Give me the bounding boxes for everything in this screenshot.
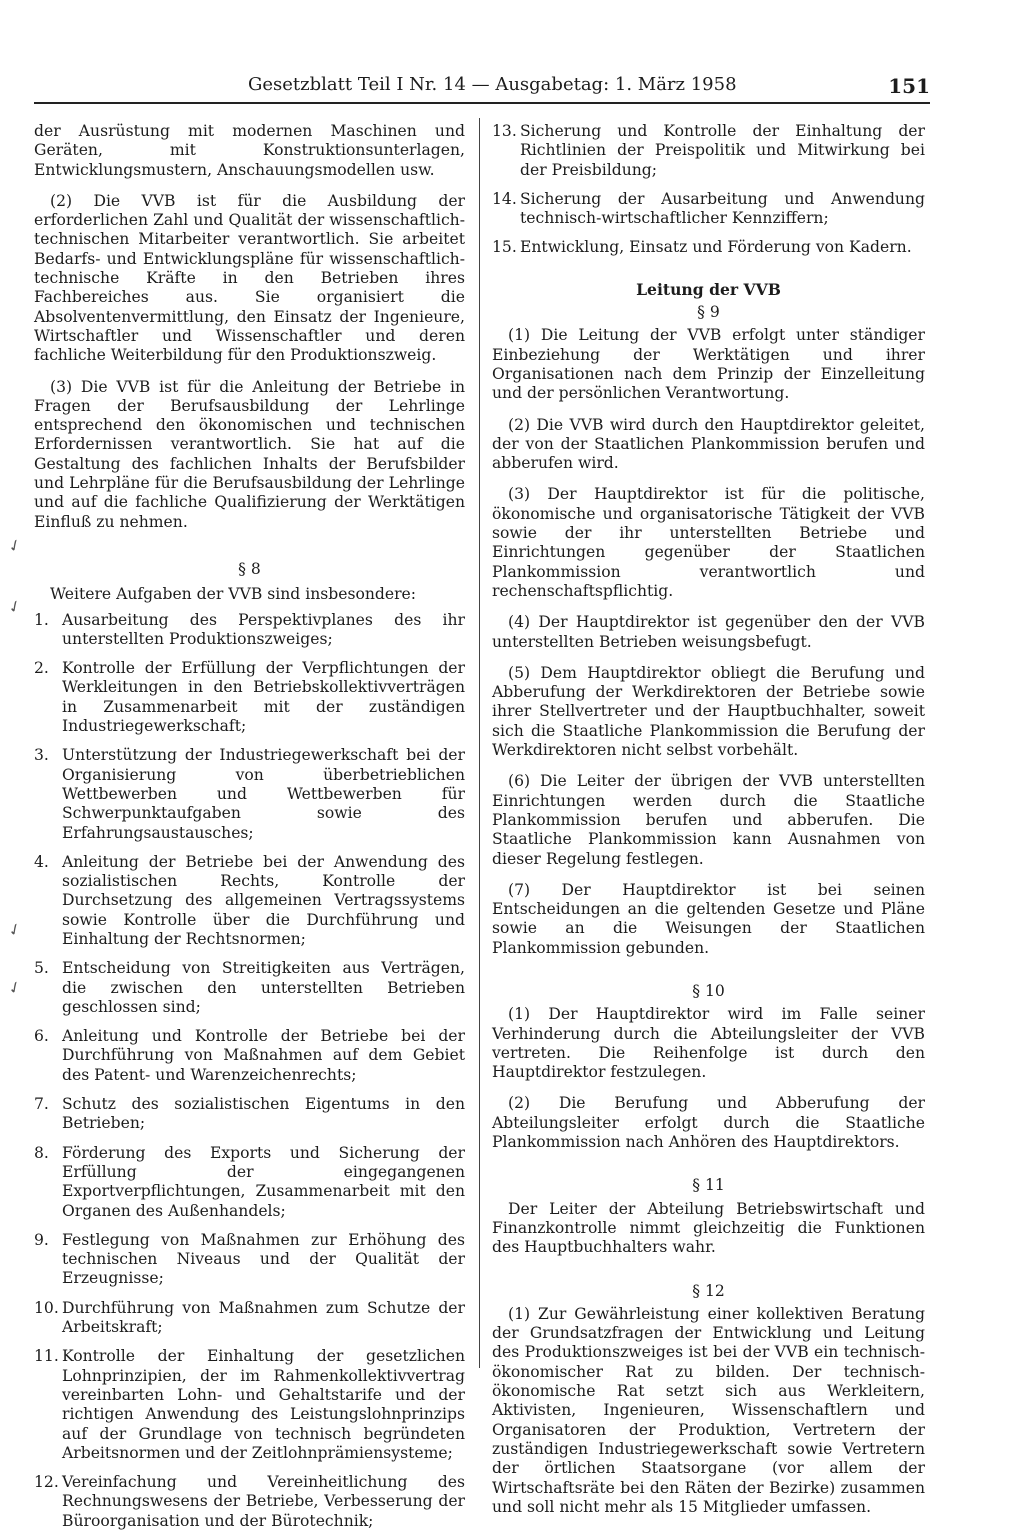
list-item <box>34 611 465 650</box>
running-title: Gesetzblatt Teil I Nr. 14 — Ausgabetag: 1. März 1958 <box>248 74 737 95</box>
section-heading: § 8 <box>238 559 261 578</box>
item-text: Förderung des Exports und Sicherung der Erfüllung der eingegangenen Exportverpflichtungen, Zusammenarbeit mit den Organen des Außenhandels; <box>62 1143 465 1220</box>
item-number: 6. <box>34 1027 49 1046</box>
pencil-mark: ✓ <box>4 918 25 941</box>
paragraph: der Ausrüstung mit modernen Maschinen und Geräten, mit Konstruktionsunterlagen, Entwicklungsmustern, Anschauungsmodellen usw. <box>34 122 465 179</box>
header-rule <box>34 102 930 104</box>
paragraph: (2) Die VVB wird durch den Hauptdirektor geleitet, der von der Staatlichen Plankommission berufen und abberufen wird. <box>492 415 925 473</box>
pencil-mark: ✓ <box>4 595 25 618</box>
item-text: Vereinfachung und Vereinheitlichung des Rechnungswesens der Betriebe, Verbesserung der Büroorganisation und der Bürotechnik; <box>62 1473 465 1530</box>
item-number: 5. <box>34 959 49 978</box>
item-text: Sicherung und Kontrolle der Einhaltung der Richtlinien der Preispolitik und Mitwirkung bei der Preisbildung; <box>520 122 925 179</box>
item-text: Anleitung und Kontrolle der Betriebe bei der Durchführung von Maßnahmen auf dem Gebiet des Patent- und Warenzeichenrechts; <box>62 1027 465 1084</box>
list-item <box>492 122 925 180</box>
list-item <box>34 959 465 1017</box>
item-number: 2. <box>34 659 49 678</box>
leitung-heading: Leitung der VVB <box>636 279 781 299</box>
right-column <box>492 122 925 1517</box>
paragraph: (2) Die Berufung und Abberufung der Abteilungsleiter erfolgt durch die Staatliche Plankommission nach Anhören des Hauptdirektors. <box>492 1094 925 1152</box>
pencil-mark: ✓ <box>4 534 25 557</box>
item-number: 4. <box>34 852 49 871</box>
item-number: 1. <box>34 610 49 629</box>
section-heading: § 10 <box>692 981 725 1000</box>
list-item <box>34 1027 465 1085</box>
list-item <box>34 1231 465 1289</box>
paragraph: (2) Die VVB ist für die Ausbildung der erforderlichen Zahl und Qualität der wissenschaftlich-technischen Mitarbeiter verantwortlich. Sie arbeitet Bedarfs- und Entwicklungspläne für wissenschaftlich-technische Kräfte in den Betrieben ihres Fachbereiches aus. Sie organisiert die Absolventenvermittlung, den Einsatz der Ingenieure, Wirtschaftler und Wissenschaftler und deren fachliche Weiterbildung für den Produktionszweig. <box>34 191 465 365</box>
section-heading: § 12 <box>692 1281 725 1300</box>
paragraph: (1) Zur Gewährleistung einer kollektiven Beratung der Grundsatzfragen der Entwicklung und Leitung des Produktionszweiges ist bei der VVB ein technisch-ökonomischer Rat zu bilden. Der technisch-ökonomische Rat setzt sich aus Werkleitern, Aktivisten, Ingenieuren, Wissenschaftlern und Organisatoren der Produktion, Vertretern der zuständigen Industriegewerkschaft sowie Vertretern der örtlichen Staatsorgane (vor allem der Wirtschaftsräte bei den Räten der Bezirke) zusammen und soll nicht mehr als 15 Mitglieder umfassen. <box>492 1304 925 1516</box>
item-text: Festlegung von Maßnahmen zur Erhöhung des technischen Niveaus und der Qualität der Erzeugnisse; <box>62 1230 465 1288</box>
paragraph: (7) Der Hauptdirektor ist bei seinen Entscheidungen an die geltenden Gesetze und Pläne sowie an die Weisungen der Staatlichen Plankommission gebunden. <box>492 880 925 957</box>
item-text: Sicherung der Ausarbeitung und Anwendung technisch-wirtschaftlicher Kennziffern; <box>520 189 925 228</box>
paragraph: Der Leiter der Abteilung Betriebswirtschaft und Finanzkontrolle nimmt gleichzeitig die Funktionen des Hauptbuchhalters wahr. <box>492 1199 925 1257</box>
item-text: Kontrolle der Erfüllung der Verpflichtungen der Werkleitungen in den Betriebskollektivverträgen in Zusammenarbeit mit der zuständigen Industriegewerkschaft; <box>62 659 465 736</box>
pencil-mark: ✓ <box>4 976 25 999</box>
list-item <box>34 1095 465 1134</box>
left-column <box>34 122 465 1531</box>
page-number: 151 <box>888 74 930 98</box>
list-item <box>492 238 925 257</box>
paragraph: (3) Der Hauptdirektor ist für die politische, ökonomische und organisatorische Tätigkeit der VVB sowie der ihr unterstellten Betriebe und Einrichtungen gegenüber der Staatlichen Plankommission verantwortlich und rechenschaftspflichtig. <box>492 485 925 600</box>
item-number: 14. <box>492 189 517 208</box>
item-text: Unterstützung der Industriegewerkschaft bei der Organisierung von überbetrieblichen Wettbewerben und Wettbewerben für Schwerpunktaufgaben sowie des Erfahrungsaustausches; <box>62 746 465 842</box>
paragraph: (3) Die VVB ist für die Anleitung der Betriebe in Fragen der Berufsausbildung der Lehrlinge entsprechend den ökonomischen und technischen Erfordernissen verantwortlich. Sie hat auf die Gestaltung des fachlichen Inhalts der Berufsbilder und Lehrpläne für die Berufsausbildung der Lehrlinge und auf die fachliche Qualifizierung der Werktätigen Einfluß zu nehmen. <box>34 377 465 531</box>
section-heading: § 11 <box>692 1176 725 1195</box>
item-number: 7. <box>34 1095 49 1114</box>
paragraph: (1) Der Hauptdirektor wird im Falle seiner Verhinderung durch die Abteilungsleiter der VVB vertreten. Die Reihenfolge ist durch den Hauptdirektor festzulegen. <box>492 1005 925 1082</box>
item-number: 13. <box>492 122 517 140</box>
list-item <box>34 1473 465 1531</box>
item-text: Entwicklung, Einsatz und Förderung von Kadern. <box>520 238 912 257</box>
list-item <box>34 1144 465 1221</box>
item-text: Durchführung von Maßnahmen zum Schutze der Arbeitskraft; <box>62 1298 465 1337</box>
section-heading: § 9 <box>697 303 720 322</box>
paragraph: (5) Dem Hauptdirektor obliegt die Berufung und Abberufung der Werkdirektoren der Betriebe sowie ihrer Stellvertreter und der Hauptbuchhalter, soweit sich die Staatliche Plankommission die Berufung der Werkdirektoren nicht selbst vorbehält. <box>492 663 925 760</box>
page-header <box>200 74 930 100</box>
item-number: 12. <box>34 1473 59 1492</box>
list-item <box>492 190 925 229</box>
list-item <box>34 1299 465 1338</box>
section-intro: Weitere Aufgaben der VVB sind insbesondere: <box>50 585 417 604</box>
item-text: Anleitung der Betriebe bei der Anwendung des sozialistischen Rechts, Kontrolle der Durchsetzung des allgemeinen Vertragssystems sowie Kontrolle über die Durchführung und Einhaltung der Rechtsnormen; <box>62 852 465 948</box>
item-number: 15. <box>492 238 517 257</box>
item-number: 10. <box>34 1298 59 1317</box>
list-item <box>34 659 465 736</box>
item-text: Schutz des sozialistischen Eigentums in den Betrieben; <box>62 1095 465 1133</box>
item-number: 11. <box>34 1347 59 1366</box>
paragraph: (6) Die Leiter der übrigen der VVB unterstellten Einrichtungen werden durch die Staatliche Plankommission berufen und abberufen. Die Staatliche Plankommission kann Ausnahmen von dieser Regelung festlegen. <box>492 772 925 868</box>
item-number: 9. <box>34 1230 49 1249</box>
list-item <box>34 853 465 949</box>
item-text: Ausarbeitung des Perspektivplanes des ihr unterstellten Produktionszweiges; <box>62 610 465 648</box>
item-number: 8. <box>34 1143 49 1162</box>
item-text: Entscheidung von Streitigkeiten aus Verträgen, die zwischen den unterstellten Betrieben geschlossen sind; <box>62 959 465 1016</box>
item-number: 3. <box>34 746 49 765</box>
list-item <box>34 746 465 842</box>
paragraph: (1) Die Leitung der VVB erfolgt unter ständiger Einbeziehung der Werktätigen und ihrer Organisationen nach dem Prinzip der Einzelleitung und der persönlichen Verantwortung. <box>492 326 925 403</box>
column-divider <box>479 118 480 1368</box>
list-item <box>34 1347 465 1463</box>
item-text: Kontrolle der Einhaltung der gesetzlichen Lohnprinzipien, der im Rahmenkollektivvertrag vereinbarten Lohn- und Gehaltstarife und der richtigen Anwendung des Leistungslohnprinzips auf der Grundlage von technisch begründeten Arbeitsnormen und der Zeitlohnprämiensysteme; <box>62 1347 465 1462</box>
paragraph: (4) Der Hauptdirektor ist gegenüber den der VVB unterstellten Betrieben weisungsbefugt. <box>492 613 925 651</box>
